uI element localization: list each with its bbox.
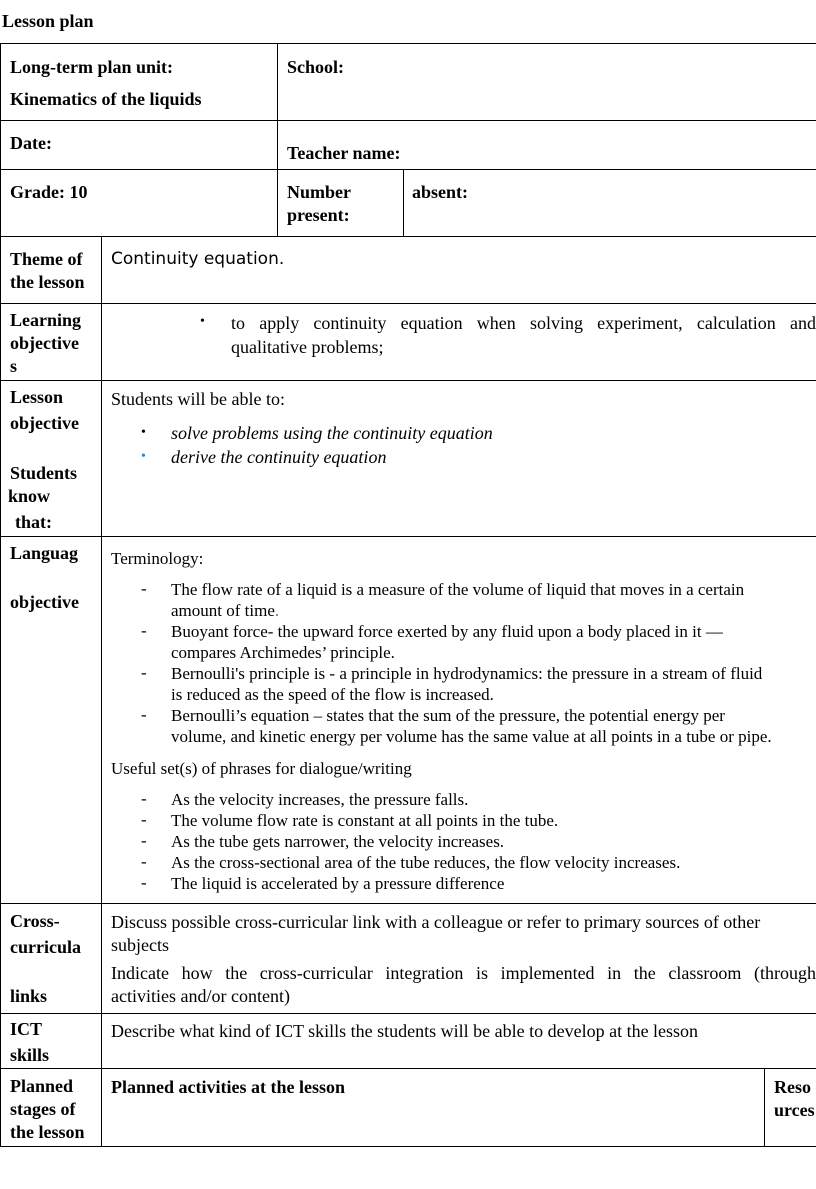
row-border: [0, 169, 816, 170]
row-border: [0, 1146, 816, 1147]
cross-label-1: Cross-: [10, 911, 60, 931]
lesson-objective-intro: Students will be able to:: [111, 389, 285, 409]
theme-value: Continuity equation.: [111, 249, 285, 269]
phrase-1: As the velocity increases, the pressure falls.: [171, 790, 469, 809]
planned-label-2: stages of: [10, 1099, 76, 1119]
dash-icon: -: [141, 579, 147, 598]
cross-label-2: curricula: [10, 937, 81, 957]
column-border: [0, 43, 1, 1146]
planned-label-1: Planned: [10, 1076, 74, 1096]
planned-activities-header: Planned activities at the lesson: [111, 1077, 345, 1097]
learning-label-3: s: [10, 356, 18, 376]
resources-header-1: Reso: [774, 1077, 811, 1097]
theme-label-1: Theme of: [10, 249, 83, 269]
planned-label-3: the lesson: [10, 1122, 85, 1142]
row-border: [0, 536, 816, 537]
teacher-name-label: Teacher name:: [287, 143, 401, 163]
dash-icon: -: [141, 621, 147, 640]
cross-text-2-line-2: activities and/or content): [111, 986, 290, 1006]
column-border: [764, 1068, 765, 1146]
dash-icon: -: [141, 852, 147, 871]
dash-icon: -: [141, 663, 147, 682]
term-1-line-2: [171, 600, 279, 621]
bullet-icon: •: [200, 314, 205, 329]
dash-icon: -: [141, 789, 147, 808]
row-border: [0, 303, 816, 304]
cross-text-1-line-2: subjects: [111, 935, 169, 955]
grade-label: Grade: 10: [10, 182, 88, 202]
dash-icon: -: [141, 873, 147, 892]
dash-icon: -: [141, 831, 147, 850]
number-present-label-1: Number: [287, 182, 351, 202]
term-3-line-1: Bernoulli's principle is - a principle in hydrodynamics: the pressure in a stream of fluid: [171, 664, 763, 683]
column-border: [403, 169, 404, 236]
term-4-line-1: Bernoulli’s equation – states that the sum of the pressure, the potential energy per: [171, 706, 725, 725]
cross-text-2-line-1: Indicate how the cross-curricular integration is implemented in the classroom (through: [111, 963, 816, 983]
term-3-line-2: is reduced as the speed of the flow is increased.: [171, 685, 494, 704]
language-label-2: objective: [10, 592, 79, 612]
row-border: [0, 1068, 816, 1069]
absent-label: absent:: [412, 182, 469, 202]
phrase-2: The volume flow rate is constant at all points in the tube.: [171, 811, 559, 830]
row-border: [0, 43, 816, 44]
row-border: [0, 380, 816, 381]
theme-label-2: the lesson: [10, 272, 85, 292]
school-label: School:: [287, 57, 345, 77]
unit-value: Kinematics of the liquids: [10, 89, 202, 109]
phrase-3: As the tube gets narrower, the velocity increases.: [171, 832, 505, 851]
row-border: [0, 903, 816, 904]
dash-icon: -: [141, 705, 147, 724]
students-know-label-3: that:: [15, 512, 52, 532]
learning-label-1: Learning: [10, 310, 82, 330]
unit-label: Long-term plan unit:: [10, 57, 174, 77]
term-2-line-1: Buoyant force- the upward force exerted by any fluid upon a body placed in it —: [171, 622, 723, 641]
bullet-icon: •: [141, 425, 146, 440]
lesson-objective-label-1: Lesson: [10, 387, 64, 407]
learning-label-2: objective: [10, 333, 79, 353]
phrases-heading: Useful set(s) of phrases for dialogue/writing: [111, 759, 412, 778]
terminology-heading: Terminology:: [111, 549, 204, 568]
ict-label-2: skills: [10, 1045, 50, 1065]
term-4-line-2: volume, and kinetic energy per volume has the same value at all points in a tube or pipe.: [171, 727, 772, 746]
term-2-line-2: compares Archimedes’ principle.: [171, 643, 395, 662]
term-1-dot: .: [274, 601, 280, 620]
date-label: Date:: [10, 133, 52, 153]
ict-text: Describe what kind of ICT skills the students will be able to develop at the lesson: [111, 1021, 699, 1041]
students-know-label-1: Students: [10, 463, 78, 483]
row-border: [0, 236, 816, 237]
learning-objective-line-2: qualitative problems;: [231, 337, 384, 357]
cross-text-1-line-1: Discuss possible cross-curricular link with a colleague or refer to primary sources of other: [111, 912, 761, 932]
students-know-label-2: know: [8, 486, 51, 506]
dash-icon: -: [141, 810, 147, 829]
lesson-objective-bullet-1: solve problems using the continuity equation: [171, 423, 493, 443]
row-border: [0, 120, 816, 121]
column-border: [101, 236, 102, 1146]
language-label-1: Languag: [10, 543, 79, 563]
number-present-label-2: present:: [287, 205, 350, 225]
phrase-5: The liquid is accelerated by a pressure difference: [171, 874, 505, 893]
term-1-line-1: The flow rate of a liquid is a measure of the volume of liquid that moves in a certain: [171, 580, 745, 599]
bullet-icon: •: [141, 449, 146, 464]
term-1-text: amount of time: [171, 601, 275, 620]
phrase-4: As the cross-sectional area of the tube reduces, the flow velocity increases.: [171, 853, 681, 872]
ict-label-1: ICT: [10, 1019, 43, 1039]
cross-label-3: links: [10, 986, 48, 1006]
page-title: Lesson plan: [2, 11, 94, 31]
lesson-objective-label-2: objective: [10, 413, 79, 433]
learning-objective-line-1: to apply continuity equation when solving experiment, calculation and: [231, 313, 816, 333]
column-border: [277, 43, 278, 236]
row-border: [0, 1013, 816, 1014]
resources-header-2: urces: [774, 1100, 815, 1120]
lesson-objective-bullet-2: derive the continuity equation: [171, 447, 387, 467]
